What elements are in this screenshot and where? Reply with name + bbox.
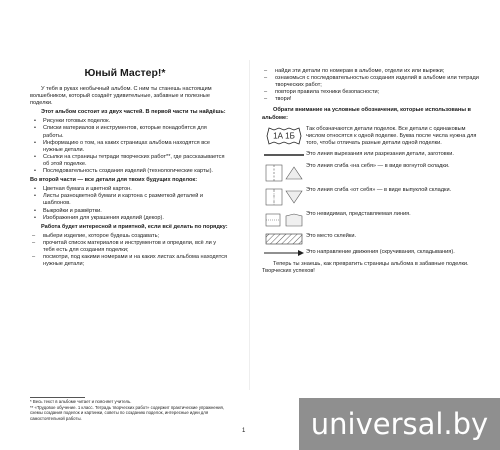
legend-row (262, 126, 480, 147)
legend-row (262, 151, 480, 159)
cut-line-icon (262, 151, 306, 159)
order-heading: Работа будет интересной и приятной, если всё делать по порядку: (41, 223, 228, 230)
part2-list (30, 186, 228, 221)
arrow-icon (262, 249, 306, 257)
footnote-divider (30, 397, 85, 398)
list-item: • Рисунки готовых поделок. (30, 118, 228, 125)
list-item: • Выкройки и развёртки. (30, 208, 228, 215)
list-item: – прочитай список материалов и инструментов и определи, всё ли у тебя есть для создания поделки; (30, 240, 228, 254)
part1-heading: Этот альбом состоит из двух частей. В первой части ты найдёшь: (41, 109, 226, 116)
legend-row (262, 249, 480, 257)
right-column (262, 68, 480, 277)
legend-row (262, 187, 480, 207)
legend-text: Это линия сгиба «на себя» — в виде вогнутой складки. (306, 162, 450, 169)
continued-list (262, 68, 480, 103)
legend-heading: Обрати внимание на условные обозначения, которые использованы в альбоме: (262, 107, 471, 121)
mountain-fold-icon (262, 187, 306, 207)
part2-heading: Во второй части — все детали для твоих будущих поделок: (30, 177, 198, 184)
intro-paragraph: У тебя в руках необычный альбом. С ним ты станешь настоящим волшебником, который создаёт удивительные, забавные и полезные поделки. (30, 86, 212, 107)
list-item: – найди эти детали по номерам в альбоме, отдели их или вырежи; (262, 68, 480, 75)
list-item: – ознакомься с последовательностью создания изделий в альбоме или тетради творческих работ; (262, 75, 480, 89)
legend-text: Это линия сгиба «от себя» — в виде выпуклой складки. (306, 186, 452, 193)
list-item: – посмотри, под какими номерами и на каких листах альбома находятся нужные детали; (30, 254, 228, 268)
label-badge-icon (262, 126, 306, 146)
legend-text: Это линия вырезания или разрезания детали, заготовки. (306, 150, 454, 157)
list-item: • Листы разноцветной бумаги и картона с разметкой деталей и шаблонов. (30, 193, 228, 207)
footnote: * Весь текст в альбоме читает и поясняет учитель. (30, 399, 132, 404)
legend-text: Это невидимая, представляемая линия. (306, 210, 411, 217)
list-item: • Цветная бумага и цветной картон. (30, 186, 228, 193)
hidden-line-icon (262, 211, 306, 229)
footnote: ** «Трудовое обучение. 1 класс. Тетрадь творческих работ» содержит практические упражнения, схемы создания поделок и картинки, советы по созданию поделок, интересные идеи для самостоятельной работы. (30, 405, 225, 421)
glue-area-icon (262, 233, 306, 245)
watermark: universal.by (299, 398, 500, 450)
order-list (30, 233, 228, 268)
list-item: • Списки материалов и инструментов, которые понадобятся для работы. (30, 125, 228, 139)
footnotes (30, 399, 228, 422)
legend (262, 126, 480, 257)
list-item: • Изображения для украшения изделий (декор). (30, 215, 228, 222)
list-item: – выбери изделие, которое будешь создавать; (30, 233, 228, 240)
list-item: • Ссылки на страницы тетради творческих работ**, где рассказывается об этой поделке. (30, 154, 228, 168)
legend-row (262, 211, 480, 229)
legend-text: Это место склейки. (306, 232, 357, 239)
part1-list (30, 118, 228, 175)
closing-paragraph: Теперь ты знаешь, как превратить страницы альбома в забавные поделки. Творческих успехов! (262, 260, 469, 275)
page-number: 1 (242, 428, 246, 434)
page-title: Юный Мастер!* (84, 67, 166, 79)
legend-row (262, 233, 480, 245)
legend-text: Это направление движения (скручивания, складывания). (306, 248, 455, 255)
badge-text: 1А 1Б (273, 131, 295, 141)
legend-text: Так обозначаются детали поделок. Все детали с одинаковым числом относятся к одной поделке. Буква после числа нужна для того, чтобы отличать разные детали одной поделки. (306, 125, 477, 146)
list-item: – повтори правила техники безопасности; (262, 89, 480, 96)
right-page (250, 0, 500, 450)
legend-row (262, 163, 480, 183)
left-column (30, 86, 228, 270)
list-item: – твори! (262, 96, 480, 103)
list-item: • Информацию о том, на каких страницах альбома находятся все нужные детали. (30, 140, 228, 154)
list-item: • Последовательность создания изделий (технологические карты). (30, 168, 228, 175)
valley-fold-icon (262, 163, 306, 183)
